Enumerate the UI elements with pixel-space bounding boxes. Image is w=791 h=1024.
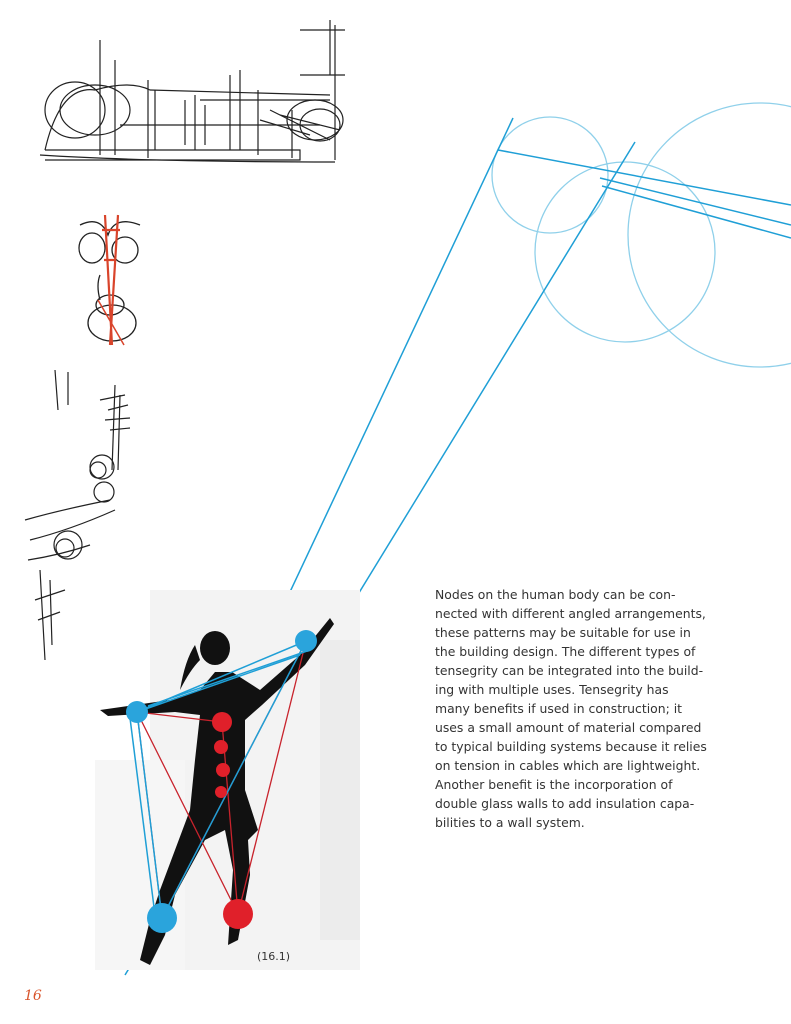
tensegrity-circles (492, 103, 791, 367)
node-left-foot (147, 903, 177, 933)
structure-sketch (25, 370, 130, 660)
node-spine-3 (216, 763, 230, 777)
body-line: Nodes on the human body can be con- (435, 587, 676, 602)
body-line: nected with different angled arrangements, (435, 606, 706, 621)
body-line: ing with multiple uses. Tensegrity has (435, 682, 669, 697)
node-right-hand (295, 630, 317, 652)
node-spine-1 (212, 712, 232, 732)
node-left-hand (126, 701, 148, 723)
body-line: to typical building systems because it relies (435, 739, 707, 754)
node-spine-2 (214, 740, 228, 754)
spine-sketch (79, 215, 140, 345)
body-line: tensegrity can be integrated into the build- (435, 663, 704, 678)
body-line: on tension in cables which are lightweight. (435, 758, 701, 773)
body-line: double glass walls to add insulation capa- (435, 796, 695, 811)
node-right-foot (223, 899, 253, 929)
page-number: 16 (24, 988, 42, 1004)
body-line: many benefits if used in construction; it (435, 701, 682, 716)
body-line: these patterns may be suitable for use in (435, 625, 691, 640)
body-line: bilities to a wall system. (435, 815, 585, 830)
node-spine-4 (215, 786, 227, 798)
building-sketch (40, 20, 345, 162)
body-line: the building design. The different types of (435, 644, 696, 659)
figure-caption: (16.1) (257, 950, 291, 963)
body-line: uses a small amount of material compared (435, 720, 702, 735)
body-paragraph (435, 585, 725, 832)
body-line: Another benefit is the incorporation of (435, 777, 673, 792)
